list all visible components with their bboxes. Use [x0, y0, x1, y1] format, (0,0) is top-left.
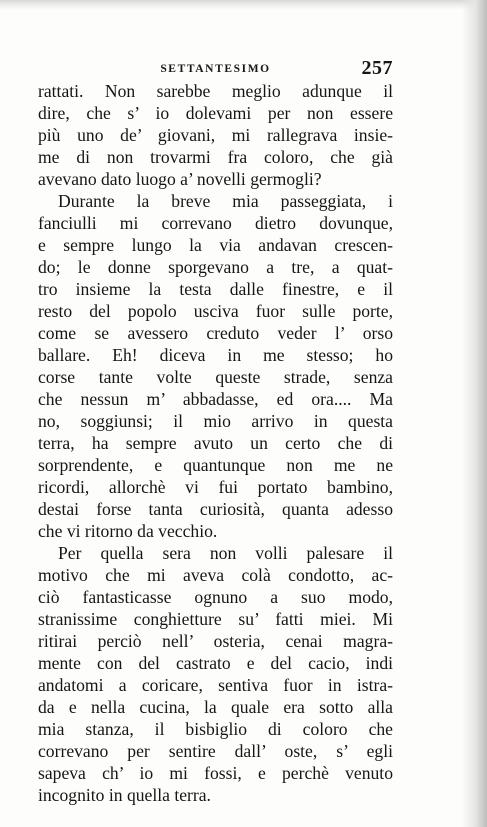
- text-line: e sempre lungo la via andavan crescen-: [38, 235, 393, 255]
- text-line: ricordi, allorchè vi fui portato bambino,: [38, 477, 393, 497]
- body-text: [38, 80, 393, 806]
- text-line: correvano per sentire dall’ oste, s’ egli: [38, 741, 393, 761]
- text-line: motivo che mi aveva colà condotto, ac-: [38, 565, 393, 585]
- text-line: rattati. Non sarebbe meglio adunque il: [38, 81, 393, 101]
- text-line: da e nella cucina, la quale era sotto alla: [38, 697, 393, 717]
- text-line: avevano dato luogo a’ novelli germogli?: [38, 169, 322, 189]
- text-line: sapeva ch’ io mi fossi, e perchè venuto: [38, 763, 393, 783]
- page-gutter-shadow: [461, 0, 487, 827]
- text-line: terra, ha sempre avuto un certo che di: [38, 433, 393, 453]
- text-line: fanciulli mi correvano dietro dovunque,: [38, 213, 393, 233]
- text-line: no, soggiunsi; il mio arrivo in questa: [38, 411, 393, 431]
- paragraph-start-line: Durante la breve mia passeggiata, i: [58, 191, 393, 211]
- text-line: incognito in quella terra.: [38, 785, 211, 805]
- page-number: 257: [361, 57, 393, 79]
- text-line: che vi ritorno da vecchio.: [38, 521, 218, 541]
- text-line: che nessun m’ abbadasse, ed ora.... Ma: [38, 389, 393, 409]
- text-line: corse tante volte queste strade, senza: [38, 367, 393, 387]
- text-line: come se avessero creduto veder l’ orso: [38, 323, 393, 343]
- text-line: do; le donne sporgevano a tre, a quat-: [38, 257, 393, 277]
- text-line: ritirai perciò nell’ osteria, cenai magra-: [38, 631, 393, 651]
- text-line: mente con del castrato e del cacio, indi: [38, 653, 393, 673]
- running-head: SETTANTESIMO: [160, 63, 271, 75]
- text-line: destai forse tanta curiosità, quanta adesso: [38, 499, 393, 519]
- text-line: ballare. Eh! diceva in me stesso; ho: [38, 345, 393, 365]
- text-line: mia stanza, il bisbiglio di coloro che: [38, 719, 393, 739]
- text-line: me di non trovarmi fra coloro, che già: [38, 147, 393, 167]
- text-line: stranissime conghietture su’ fatti miei. Mi: [38, 609, 393, 629]
- text-line: dire, che s’ io dolevami per non essere: [38, 103, 393, 123]
- text-line: tro insieme la testa dalle finestre, e il: [38, 279, 393, 299]
- text-line: andatomi a coricare, sentiva fuor in istra-: [38, 675, 393, 695]
- text-line: più uno de’ giovani, mi rallegrava insie-: [38, 125, 393, 145]
- paragraph-start-line: Per quella sera non volli palesare il: [58, 543, 393, 563]
- text-line: sorprendente, e quantunque non me ne: [38, 455, 393, 475]
- text-line: resto del popolo usciva fuor sulle porte,: [38, 301, 393, 321]
- page-top-shadow: [0, 0, 487, 10]
- text-line: ciò fantasticasse ognuno a suo modo,: [38, 587, 393, 607]
